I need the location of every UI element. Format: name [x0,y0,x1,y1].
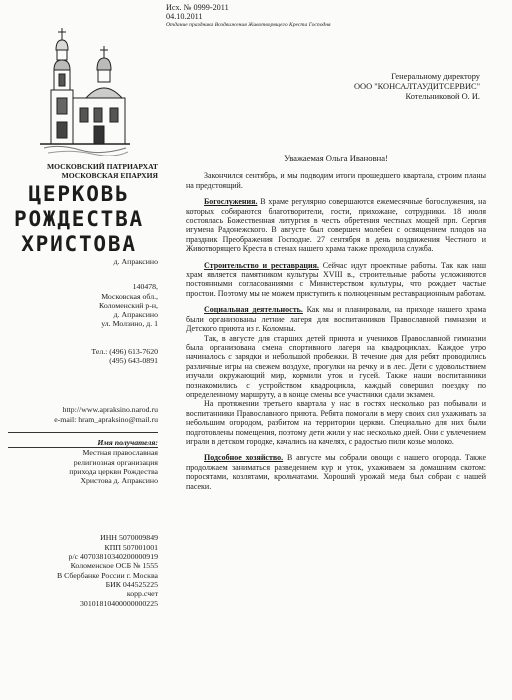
bank-inn: ИНН 5070009849 [100,533,158,543]
greeting: Уважаемая Ольга Ивановна! [284,153,388,163]
section-construction-text: Сейчас идут проектные работы. Так как наш храм является памятником культуры XVIII в., строительные работы усложняются постоянными согласованиями с Министерством культуры, что рождает частые простои. Поэтому мы не можем приступить к полноценным реставрационным работам. [186,260,486,298]
addressee-block [354,72,480,102]
section-construction-title: Строительство и реставрация. [204,260,319,270]
divider [8,432,158,433]
section-social-text: Как мы и планировали, на приходе нашего храма были организованы летние лагеря для воспитанников Православной гимназии и Детского приюта из г. Коломны. [186,305,486,334]
phone-1: Тел.: (496) 613-7620 [91,346,158,356]
email-link[interactable]: e-mail: hram_apraksino@mail.ru [54,414,158,424]
address-village: д. Апраксино [113,310,158,320]
recipient-title: Имя получателя: [97,437,158,447]
church-icon [40,26,130,156]
section-farm-title: Подсобное хозяйство. [204,453,284,463]
recipient-line3: прихода церкви Рождества [69,466,158,476]
church-village: д. Апраксино [113,257,158,266]
bank-bik: БИК 044525225 [105,579,158,589]
bank-branch: Коломенское ОСБ № 1555 [70,561,158,571]
address-district: Коломенский р-н, [99,300,158,310]
phone-2: (495) 643-0891 [109,356,158,366]
section-services-title: Богослужения. [204,197,258,207]
eparchy-label: МОСКОВСКАЯ ЕПАРХИЯ [61,171,158,180]
church-name-line2: РОЖДЕСТВА [14,207,144,231]
section-services [186,197,486,253]
address-region: Московская обл., [101,291,158,301]
section-social [186,305,486,333]
outgoing-reference [166,3,331,31]
bank-corr-account: 30101810400000000225 [80,598,158,608]
reference-note: Отдание праздника Воздвижения Животворящего Креста Господня [166,22,331,29]
recipient-line4: Христова д. Апраксино [80,476,158,486]
letter-body [186,154,486,491]
recipient-line1: Местная православная [82,448,158,458]
intro-paragraph: Закончился сентябрь, и мы подводим итоги прошедшего квартала, строим планы на предстоящий. [186,171,486,190]
bank-account: р/с 40703810340200000919 [68,552,158,562]
reference-date: 04.10.2011 [166,12,203,22]
section-farm-text: В августе мы собрали овощи с нашего огорода. Также продолжаем заниматься разведением кур и уток, ухаживаем за домашним скотом: поросятами, козлятами, крольчатами. Хороший урожай меда был собран с нашей пасеки. [186,453,487,491]
church-name-line1: ЦЕРКОВЬ [28,182,130,206]
address-zip: 140478, [132,282,158,292]
church-name-line3: ХРИСТОВА [21,232,137,256]
bank-corr-label: корр.счет [126,589,158,599]
addressee-company: ООО "КОНСАЛТАУДИТСЕРВИС" [354,82,480,91]
section-social-title: Социальная деятельность. [204,305,303,315]
addressee-position: Генеральному директору [391,72,480,81]
address-street: ул. Молзино, д. 1 [101,319,158,329]
letterhead-column [0,162,158,608]
section-construction [186,261,486,299]
section-services-text: В храме регулярно совершаются ежемесячные богослужения, на которых собираются благотворители, гости, прихожане, сотрудники. 18 июля состоялась Божественная литургия в честь обретения честных мощей прп. Сергия игумена Радонежского. В августе был совершен молебен с освящением плодов на праздник Преображения Господне. 27 сентября в день воздвижения Честного и Животворящего Креста в стенах нашего храма также проходила служба. [186,197,486,254]
section-farm [186,453,486,491]
section-social-paragraph2: Так, в августе для старших детей приюта и учеников Православной гимназии была организована смена спортивного лагеря на квадроциклах. Каждое утро начиналось с зарядки и небольшой пробежки. В течение дня для ребят проводились различные игры на свежем воздухе, прогулки на речку и в лес. Дети с удовольствием изучали окружающий мир, кормили уток и гусей. Также наши воспитанники познакомились с устройством квадроцикла, каждый совершил поездку по определенному маршруту, а в конце смены все участники сдали экзамен. [186,333,486,399]
addressee-name: Котельниковой О. И. [405,92,480,101]
bank-kpp: КПП 507001001 [104,542,158,552]
reference-number: Исх. № 0999-2011 [166,3,229,12]
bank-name: В Сбербанке России г. Москва [56,570,158,580]
recipient-line2: религиозная организация [73,457,158,467]
section-social-paragraph3: На протяжении третьего квартала у нас в гостях несколько раз побывали и воспитанники Православного приюта. Ребята помогали в меру своих сил ухаживать за небольшим огородом, разбитом на территории церкви. Специально для них были подготовлены помещения, поэтому дети жили у нас несколько дней. Они с увлечением играли в детском городке, качались на качелях, с радостью пили козье молоко. [186,399,486,446]
patriarchate-label: МОСКОВСКИЙ ПАТРИАРХАТ [46,162,158,171]
website-link[interactable]: http://www.apraksino.narod.ru [62,405,158,415]
